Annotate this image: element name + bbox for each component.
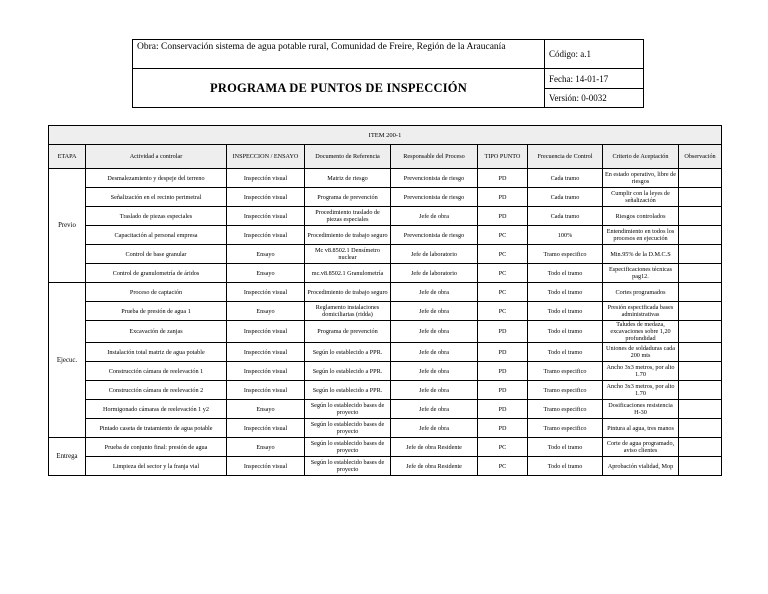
cell-documento: Según lo establecido a PPR.: [305, 362, 391, 381]
cell-responsable: Jefe de obra Residente: [391, 438, 478, 457]
cell-inspeccion: Ensayo: [227, 400, 305, 419]
cell-documento: Programa de prevención: [305, 321, 391, 343]
cell-criterio: Cortes programados: [603, 283, 679, 302]
cell-frecuencia: Tramo especifico: [528, 362, 603, 381]
obra-title: Obra: Conservación sistema de agua potable rural, Comunidad de Freire, Región de la Araucanía: [133, 40, 545, 69]
cell-observacion: [679, 362, 722, 381]
table-row: [49, 343, 722, 362]
cell-inspeccion: Ensayo: [227, 302, 305, 321]
cell-observacion: [679, 207, 722, 226]
col-responsable: Responsable del Proceso: [391, 145, 478, 169]
cell-documento: Procedimiento de trabajo seguro: [305, 226, 391, 245]
cell-observacion: [679, 169, 722, 188]
cell-documento: Mc v8.8502.1 Densímetro nuclear: [305, 245, 391, 264]
cell-frecuencia: Tramo especifico: [528, 400, 603, 419]
table-row: [49, 302, 722, 321]
cell-observacion: [679, 457, 722, 476]
inspection-table: [48, 125, 722, 476]
cell-actividad: Pintado caseta de tratamiento de agua potable: [86, 419, 227, 438]
cell-frecuencia: Tramo especifico: [528, 245, 603, 264]
cell-responsable: Prevencionista de riesgo: [391, 169, 478, 188]
cell-responsable: Jefe de obra: [391, 362, 478, 381]
cell-responsable: Jefe de obra: [391, 343, 478, 362]
cell-responsable: Jefe de laboratorio: [391, 264, 478, 283]
cell-tipo: PC: [478, 302, 528, 321]
table-row: [49, 283, 722, 302]
cell-tipo: PD: [478, 321, 528, 343]
cell-observacion: [679, 381, 722, 400]
cell-frecuencia: 100%: [528, 226, 603, 245]
cell-responsable: Jefe de obra: [391, 381, 478, 400]
table-row: [49, 264, 722, 283]
cell-responsable: Prevencionista de riesgo: [391, 188, 478, 207]
cell-inspeccion: Inspección visual: [227, 343, 305, 362]
cell-inspeccion: Inspección visual: [227, 283, 305, 302]
cell-tipo: PD: [478, 343, 528, 362]
version: Versión: 0-0032: [545, 89, 644, 108]
cell-observacion: [679, 321, 722, 343]
cell-actividad: Traslado de piezas especiales: [86, 207, 227, 226]
table-row: [49, 188, 722, 207]
cell-criterio: Riesgos controlados: [603, 207, 679, 226]
cell-inspeccion: Inspección visual: [227, 207, 305, 226]
cell-criterio: Cumplir con la leyes de señalización: [603, 188, 679, 207]
table-row: [49, 400, 722, 419]
cell-responsable: Jefe de laboratorio: [391, 245, 478, 264]
cell-inspeccion: Inspección visual: [227, 321, 305, 343]
cell-actividad: Construcción cámara de reelevación 1: [86, 362, 227, 381]
table-row: [49, 362, 722, 381]
document-header: [132, 39, 644, 108]
cell-responsable: Jefe de obra: [391, 207, 478, 226]
cell-criterio: Corte de agua programado, aviso clientes: [603, 438, 679, 457]
cell-frecuencia: Todo el tramo: [528, 302, 603, 321]
cell-documento: mc.v8.8502.1 Granulometría: [305, 264, 391, 283]
codigo: Código: a.1: [545, 40, 644, 69]
cell-frecuencia: Cada tramo: [528, 169, 603, 188]
stage-entrega: Entrega: [49, 438, 86, 476]
stage-previo: Previo: [49, 169, 86, 283]
cell-frecuencia: Tramo especifico: [528, 381, 603, 400]
cell-documento: Según lo establecido a PPR.: [305, 343, 391, 362]
cell-tipo: PD: [478, 419, 528, 438]
cell-documento: Según lo establecido a PPR.: [305, 381, 391, 400]
cell-responsable: Jefe de obra: [391, 283, 478, 302]
cell-inspeccion: Inspección visual: [227, 226, 305, 245]
cell-frecuencia: Tramo especifico: [528, 419, 603, 438]
col-tipo: TIPO PUNTO: [478, 145, 528, 169]
col-etapa: ETAPA: [49, 145, 86, 169]
cell-tipo: PD: [478, 381, 528, 400]
col-inspeccion: INSPECCION / ENSAYO: [227, 145, 305, 169]
stage-ejecuc: Ejecuc.: [49, 283, 86, 438]
cell-inspeccion: Inspección visual: [227, 419, 305, 438]
cell-responsable: Jefe de obra: [391, 321, 478, 343]
cell-frecuencia: Todo el tramo: [528, 321, 603, 343]
table-row: [49, 381, 722, 400]
cell-frecuencia: Cada tramo: [528, 207, 603, 226]
table-row: [49, 321, 722, 343]
cell-actividad: Prueba de presión de agua 1: [86, 302, 227, 321]
fecha: Fecha: 14-01-17: [545, 69, 644, 89]
cell-tipo: PD: [478, 400, 528, 419]
cell-criterio: Entendimiento en todos los procesos en ejecución: [603, 226, 679, 245]
cell-responsable: Jefe de obra: [391, 302, 478, 321]
cell-criterio: Presión especificada bases administrativas: [603, 302, 679, 321]
cell-observacion: [679, 400, 722, 419]
cell-responsable: Prevencionista de riesgo: [391, 226, 478, 245]
col-observacion: Observación: [679, 145, 722, 169]
cell-tipo: PC: [478, 264, 528, 283]
cell-documento: Según lo establecido bases de proyecto: [305, 419, 391, 438]
cell-frecuencia: Todo el tramo: [528, 457, 603, 476]
cell-tipo: PC: [478, 283, 528, 302]
cell-criterio: Dosificaciones resistencia H-30: [603, 400, 679, 419]
cell-inspeccion: Inspección visual: [227, 188, 305, 207]
col-actividad: Actividad a controlar: [86, 145, 227, 169]
cell-actividad: Desmalezamiento y despeje del terreno: [86, 169, 227, 188]
cell-inspeccion: Inspección visual: [227, 381, 305, 400]
col-documento: Documento de Referencia: [305, 145, 391, 169]
table-row: [49, 169, 722, 188]
table-row: [49, 438, 722, 457]
cell-inspeccion: Inspección visual: [227, 362, 305, 381]
cell-responsable: Jefe de obra: [391, 400, 478, 419]
cell-inspeccion: Ensayo: [227, 438, 305, 457]
cell-documento: Según lo establecido bases de proyecto: [305, 457, 391, 476]
cell-tipo: PD: [478, 362, 528, 381]
cell-observacion: [679, 283, 722, 302]
cell-actividad: Prueba de conjunto final: presión de agua: [86, 438, 227, 457]
cell-responsable: Jefe de obra Residente: [391, 457, 478, 476]
cell-documento: Procedimiento traslado de piezas especiales: [305, 207, 391, 226]
item-header: ITEM 200-1: [49, 126, 722, 145]
cell-observacion: [679, 226, 722, 245]
page-title: PROGRAMA DE PUNTOS DE INSPECCIÓN: [133, 69, 545, 108]
cell-frecuencia: Cada tramo: [528, 188, 603, 207]
table-row: [49, 419, 722, 438]
cell-documento: Procedimiento de trabajo seguro: [305, 283, 391, 302]
cell-tipo: PC: [478, 226, 528, 245]
cell-inspeccion: Ensayo: [227, 245, 305, 264]
cell-criterio: Min.95% de la D.M.C.S: [603, 245, 679, 264]
cell-criterio: Pintura al agua, tres manos: [603, 419, 679, 438]
cell-criterio: En estado operativo, libre de riesgos: [603, 169, 679, 188]
cell-tipo: PC: [478, 457, 528, 476]
cell-observacion: [679, 245, 722, 264]
cell-criterio: Aprobación vialidad, Mop: [603, 457, 679, 476]
cell-criterio: Ancho 3x3 metros, por alto 1.70: [603, 362, 679, 381]
cell-inspeccion: Inspección visual: [227, 457, 305, 476]
cell-criterio: Especificaciones técnicas pag12.: [603, 264, 679, 283]
table-row: [49, 207, 722, 226]
cell-actividad: Señalización en el recinto perimetral: [86, 188, 227, 207]
cell-tipo: PC: [478, 245, 528, 264]
cell-actividad: Construcción cámara de reelevación 2: [86, 381, 227, 400]
cell-observacion: [679, 188, 722, 207]
cell-documento: Programa de prevención: [305, 188, 391, 207]
cell-documento: Reglamento instalaciones domiciliarias (ridda): [305, 302, 391, 321]
cell-tipo: PC: [478, 438, 528, 457]
cell-observacion: [679, 419, 722, 438]
cell-documento: Según lo establecido bases de proyecto: [305, 438, 391, 457]
table-row: [49, 226, 722, 245]
cell-actividad: Hormigonado cámaras de reelevación 1 y2: [86, 400, 227, 419]
cell-actividad: Excavación de zanjas: [86, 321, 227, 343]
cell-actividad: Control de granulometría de áridos: [86, 264, 227, 283]
cell-observacion: [679, 343, 722, 362]
cell-observacion: [679, 302, 722, 321]
cell-criterio: Ancho 3x3 metros, por alto 1.70: [603, 381, 679, 400]
cell-observacion: [679, 264, 722, 283]
cell-actividad: Control de base granular: [86, 245, 227, 264]
table-row: [49, 457, 722, 476]
cell-criterio: Uniones de soldaduras cada 200 mts: [603, 343, 679, 362]
table-row: [49, 245, 722, 264]
cell-frecuencia: Todo el tramo: [528, 283, 603, 302]
cell-tipo: PD: [478, 207, 528, 226]
cell-actividad: Limpieza del sector y la franja vial: [86, 457, 227, 476]
cell-documento: Matriz de riesgo: [305, 169, 391, 188]
cell-frecuencia: Todo el tramo: [528, 438, 603, 457]
cell-inspeccion: Inspección visual: [227, 169, 305, 188]
cell-tipo: PD: [478, 188, 528, 207]
cell-responsable: Jefe de obra: [391, 419, 478, 438]
cell-actividad: Proceso de captación: [86, 283, 227, 302]
col-frecuencia: Frecuencia de Control: [528, 145, 603, 169]
cell-actividad: Capacitación al personal empresa: [86, 226, 227, 245]
cell-frecuencia: Todo el tramo: [528, 343, 603, 362]
cell-observacion: [679, 438, 722, 457]
cell-criterio: Taludes de medaza, excavaciones sobre 1,20 profundidad: [603, 321, 679, 343]
cell-actividad: Instalación total matriz de agua potable: [86, 343, 227, 362]
cell-documento: Según lo establecido bases de proyecto: [305, 400, 391, 419]
cell-inspeccion: Ensayo: [227, 264, 305, 283]
cell-tipo: PD: [478, 169, 528, 188]
col-criterio: Criterio de Aceptación: [603, 145, 679, 169]
cell-frecuencia: Todo el tramo: [528, 264, 603, 283]
